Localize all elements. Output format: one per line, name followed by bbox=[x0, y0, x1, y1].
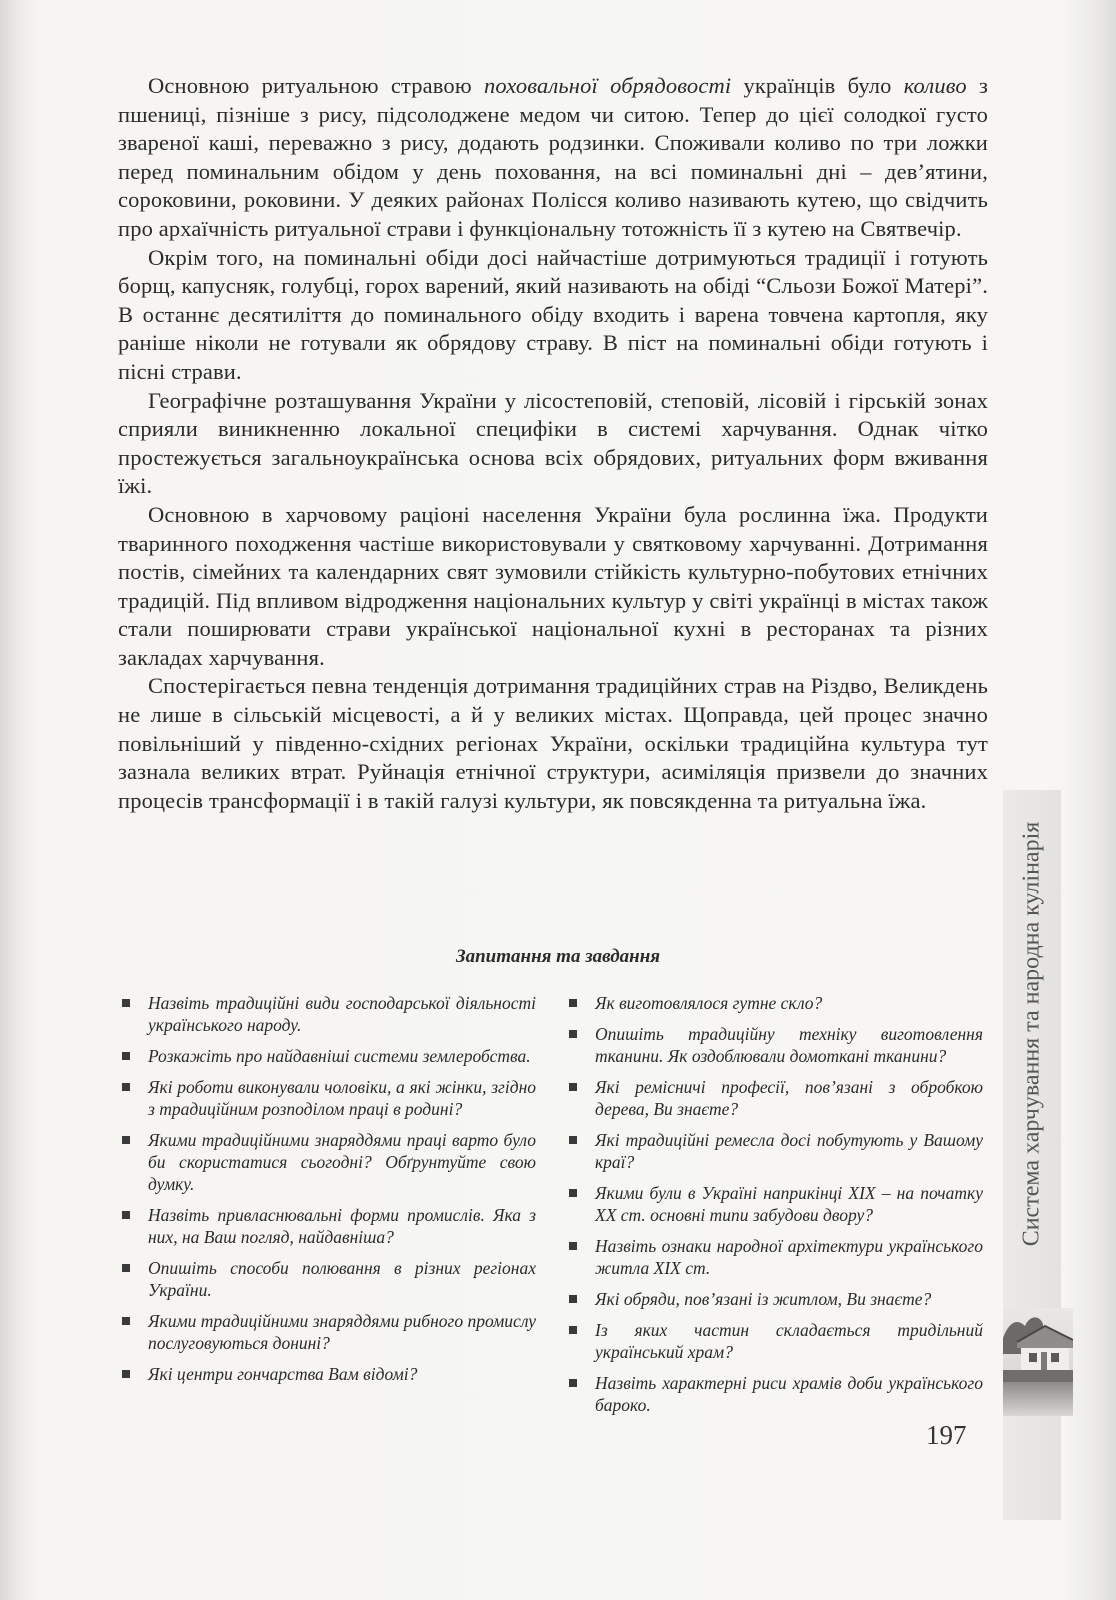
paragraph-1-start: Основною ритуальною стравою bbox=[148, 73, 484, 98]
question-item bbox=[120, 1129, 536, 1195]
square-bullet-icon bbox=[122, 1136, 130, 1144]
square-bullet-icon bbox=[569, 1379, 577, 1387]
paragraph-1-end: з пшениці, пізніше з рису, підсолоджене медом чи ситою. Тепер до цієї солодкої густо звареної каші, переважно з рису, додають родзинки. Споживали коливо по три ложки перед поминальним обідом у день поховання, на всі поминальні дні – дев’ятини, сороковини, роковини. У деяких районах Полісся коливо називають кутею, що свідчить про архаїчність ритуальної страви і функціональну тотожність її з кутею на Святвечір. bbox=[118, 73, 988, 241]
square-bullet-icon bbox=[122, 999, 130, 1007]
question-item bbox=[567, 1076, 983, 1120]
question-item bbox=[567, 1288, 983, 1310]
square-bullet-icon bbox=[122, 1052, 130, 1060]
question-item bbox=[120, 992, 536, 1036]
question-text: Опишіть способи полювання в різних регіонах України. bbox=[148, 1258, 536, 1300]
paragraph-3: Географічне розташування України у лісостеповій, степовій, лісовій і гірській зонах сприяли виникненню локальної специфіки в системі харчування. Однак чітко простежується загальноукраїнська основа всіх обрядових, ритуальних форм вживання їжі. bbox=[118, 387, 988, 499]
paragraph-5: Спостерігається певна тенденція дотримання традиційних страв на Різдво, Великдень не лише в сільській місцевості, а й у великих містах. Щоправда, цей процес значно повільніший у південно-східних регіонах України, оскільки традиційна культура тут зазнала великих втрат. Руйнація етнічної структури, асиміляція призвели до значних процесів трансформації і в такій галузі культури, як повсякденна та ритуальна їжа. bbox=[118, 673, 988, 813]
paragraph-2: Окрім того, на поминальні обіди досі найчастіше дотримуються традиції і готують борщ, капусняк, голубці, горох варений, який називають на обіді “Сльози Божої Матері”. В останнє десятиліття до поминального обіду входить і варена товчена картопля, яку раніше ніколи не готували як обрядову страву. В піст на поминальні обіди готують і пісні страви. bbox=[118, 244, 988, 384]
questions-title: Запитання та завдання bbox=[455, 946, 661, 967]
emphasis-term-2: коливо bbox=[903, 73, 967, 98]
question-item bbox=[567, 992, 983, 1014]
question-text: Назвіть ознаки народної архітектури українського житла XIX ст. bbox=[595, 1236, 983, 1278]
question-text: Назвіть традиційні види господарської діяльності українського народу. bbox=[148, 993, 536, 1035]
question-item bbox=[567, 1182, 983, 1226]
square-bullet-icon bbox=[122, 1317, 130, 1325]
questions-right-column bbox=[567, 992, 983, 1425]
question-item bbox=[567, 1372, 983, 1416]
question-text: Якими були в Україні наприкінці XIX – на початку XX ст. основні типи забудови двору? bbox=[595, 1183, 983, 1225]
question-text: Опишіть традиційну техніку виготовлення тканини. Як оздоблювали домоткані тканини? bbox=[595, 1024, 983, 1066]
square-bullet-icon bbox=[569, 1083, 577, 1091]
square-bullet-icon bbox=[569, 1326, 577, 1334]
question-text: Які традиційні ремесла досі побутують у Вашому краї? bbox=[595, 1130, 983, 1172]
square-bullet-icon bbox=[569, 1242, 577, 1250]
square-bullet-icon bbox=[122, 1370, 130, 1378]
square-bullet-icon bbox=[569, 1136, 577, 1144]
square-bullet-icon bbox=[569, 1030, 577, 1038]
question-text: Які роботи виконували чоловіки, а які жінки, згідно з традиційним розподілом праці в родині? bbox=[148, 1077, 536, 1119]
body-text bbox=[118, 72, 988, 815]
questions-left-column bbox=[120, 992, 536, 1394]
chapter-side-caption: Система харчування та народна кулінарія bbox=[1018, 821, 1045, 1247]
question-text: Із яких частин складається тридільний український храм? bbox=[595, 1320, 983, 1362]
square-bullet-icon bbox=[122, 1264, 130, 1272]
paragraph-1 bbox=[118, 72, 988, 244]
question-text: Назвіть привласнювальні форми промислів. Яка з них, на Ваш погляд, найдавніша? bbox=[148, 1205, 536, 1247]
square-bullet-icon bbox=[569, 1189, 577, 1197]
page-number: 197 bbox=[926, 1420, 967, 1450]
question-text: Якими традиційними знаряддями праці варто було би скористатися сьогодні? Обґрунтуйте свою думку. bbox=[148, 1130, 536, 1194]
paragraph-1-middle: українців було bbox=[731, 73, 904, 98]
question-item bbox=[567, 1023, 983, 1067]
question-text: Якими традиційними знаряддями рибного промислу послуговуються донині? bbox=[148, 1311, 536, 1353]
question-item bbox=[567, 1235, 983, 1279]
question-text: Розкажіть про найдавніші системи землеробства. bbox=[148, 1046, 531, 1066]
question-text: Як виготовлялося гутне скло? bbox=[595, 993, 823, 1013]
paragraph-4: Основною в харчовому раціоні населення України була рослинна їжа. Продукти тваринного походження частіше використовували у святковому харчуванні. Дотримання постів, сімейних та календарних свят зумовили стійкість культурно-побутових етнічних традицій. Під впливом відродження національних культур у світі українці в містах також стали поширювати страви української національної кухні в ресторанах та різних закладах харчування. bbox=[118, 501, 988, 670]
question-item bbox=[120, 1363, 536, 1385]
square-bullet-icon bbox=[569, 999, 577, 1007]
question-item bbox=[120, 1310, 536, 1354]
question-item bbox=[567, 1319, 983, 1363]
question-text: Назвіть характерні риси храмів доби українського бароко. bbox=[595, 1373, 983, 1415]
square-bullet-icon bbox=[122, 1211, 130, 1219]
question-item bbox=[120, 1045, 536, 1067]
question-text: Які ремісничі професії, пов’язані з обробкою дерева, Ви знаєте? bbox=[595, 1077, 983, 1119]
emphasis-term-1: поховальної обрядовості bbox=[483, 73, 732, 98]
question-item bbox=[567, 1129, 983, 1173]
question-item bbox=[120, 1076, 536, 1120]
question-text: Які обряди, пов’язані із житлом, Ви знаєте? bbox=[595, 1289, 932, 1309]
square-bullet-icon bbox=[122, 1083, 130, 1091]
question-item bbox=[120, 1257, 536, 1301]
village-house-image bbox=[1003, 1308, 1073, 1416]
question-text: Які центри гончарства Вам відомі? bbox=[148, 1364, 418, 1384]
square-bullet-icon bbox=[569, 1295, 577, 1303]
question-item bbox=[120, 1204, 536, 1248]
